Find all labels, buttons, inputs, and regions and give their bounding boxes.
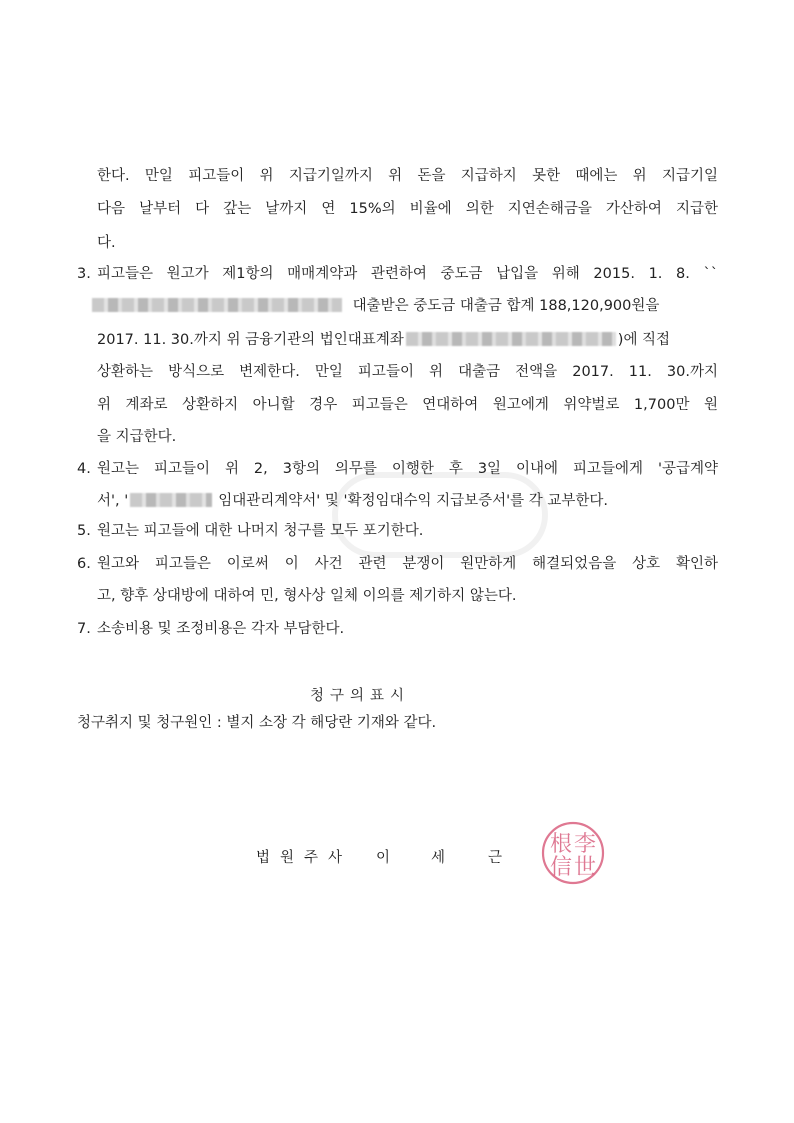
item-number: 4. [77, 461, 91, 477]
paragraph-line: 한다. 만일 피고들이 위 지급기일까지 위 돈을 지급하지 못한 때에는 위 지급기일 [97, 168, 718, 184]
signature-name-part: 이 [376, 850, 391, 866]
redacted-text [92, 298, 342, 312]
item-number: 3. [77, 266, 91, 282]
redacted-text [406, 332, 616, 346]
item-line: 고, 향후 상대방에 대하여 민, 형사상 일체 이의를 제기하지 않는다. [97, 588, 517, 604]
item-number: 7. [77, 621, 91, 637]
item-line [92, 296, 718, 316]
item-line [97, 491, 718, 511]
seal-char: 信 [549, 855, 573, 880]
item-text: 2017. 11. 30.까지 위 금융기관의 법인대표계좌 [97, 332, 404, 348]
item-line: 원고와 피고들은 이로써 이 사건 관련 분쟁이 원만하게 해결되었음을 상호 확인하 [97, 556, 718, 572]
seal-char: 世 [573, 855, 597, 880]
signature-name-part: 근 [488, 850, 503, 866]
item-text: 서', ' [97, 493, 129, 509]
item-line: 소송비용 및 조정비용은 각자 부담한다. [97, 621, 345, 637]
seal-char: 李 [573, 832, 597, 857]
item-text: 임대관리계약서' 및 '확정임대수익 지급보증서'를 각 교부한다. [218, 493, 608, 509]
watermark [330, 470, 550, 560]
paragraph-line: 다. [97, 235, 116, 251]
paragraph-line: 다음 날부터 다 갚는 날까지 연 15%의 비율에 의한 지연손해금을 가산하여 지급한 [97, 201, 718, 217]
item-line: 위 계좌로 상환하지 아니할 경우 피고들은 연대하여 원고에게 위약벌로 1,700만 원 [97, 397, 718, 413]
item-line: 을 지급한다. [97, 429, 177, 445]
item-line: 원고는 피고들이 위 2, 3항의 의무를 이행한 후 3일 이내에 피고들에게 '공급계약 [97, 461, 718, 477]
item-text: )에 직접 [617, 332, 671, 348]
item-line: 원고는 피고들에 대한 나머지 청구를 모두 포기한다. [97, 523, 424, 539]
official-seal [540, 820, 606, 886]
section-heading: 청구의표시 [310, 688, 411, 704]
signature-name-part: 세 [431, 850, 446, 866]
item-line: 피고들은 원고가 제1항의 매매계약과 관련하여 중도금 납입을 위해 2015. 1. 8. `` [97, 266, 718, 282]
item-line [97, 330, 718, 350]
item-text: 대출받은 중도금 대출금 합계 188,120,900원을 [352, 298, 660, 314]
seal-char: 根 [549, 832, 573, 857]
item-number: 5. [77, 523, 91, 539]
item-number: 6. [77, 556, 91, 572]
signature-title: 법원주사 [256, 850, 353, 866]
redacted-text [130, 493, 212, 507]
item-line: 상환하는 방식으로 변제한다. 만일 피고들이 위 대출금 전액을 2017. 11. 30.까지 [97, 364, 718, 380]
claim-text: 청구취지 및 청구원인 : 별지 소장 각 해당란 기재와 같다. [77, 715, 437, 731]
